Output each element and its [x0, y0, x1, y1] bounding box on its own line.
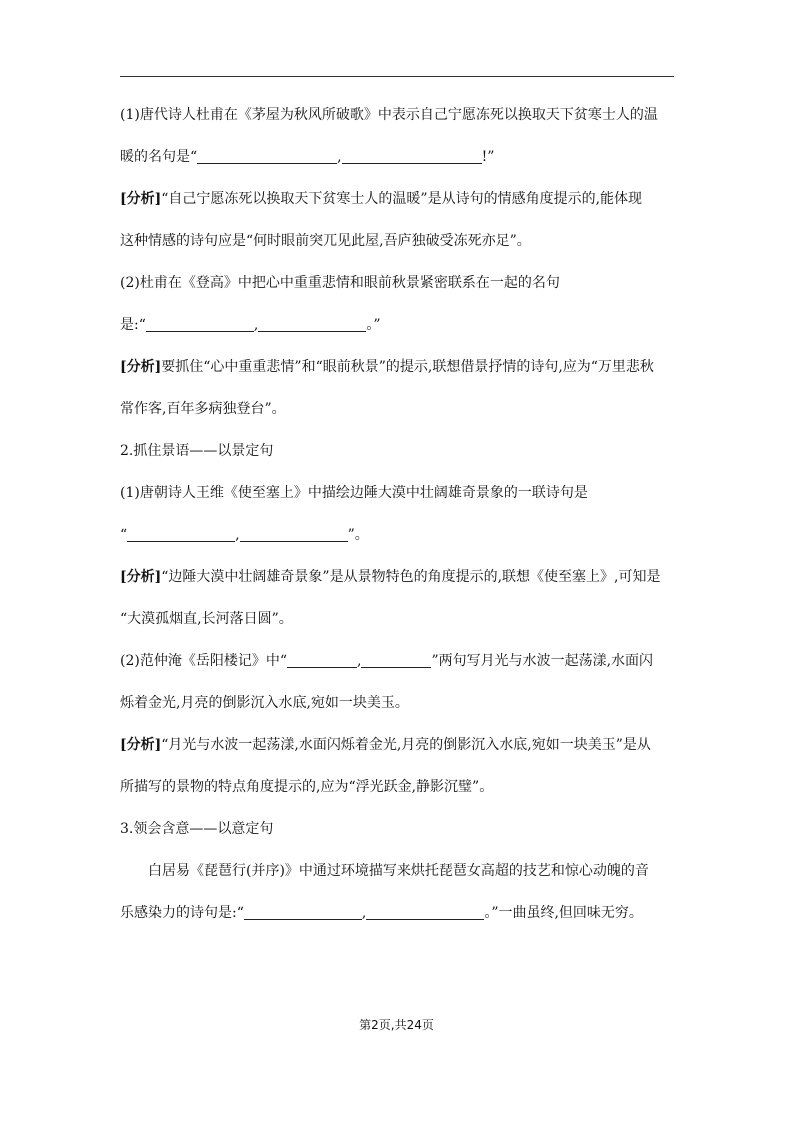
question-2-1: (1)唐朝诗人王维《使至塞上》中描绘边陲大漠中壮阔雄奇景象的一联诗句是 — [120, 485, 588, 501]
answer-blank[interactable] — [240, 527, 348, 542]
analysis-1-cont: 这种情感的诗句应是“何时眼前突兀见此屋,吾庐独破受冻死亦足”。 — [120, 233, 531, 249]
page-number: 第2页,共24页 — [359, 1018, 434, 1032]
question-3-answer-line: 乐感染力的诗句是:“ , 。”一曲虽终,但回味无穷。 — [120, 905, 643, 921]
section-heading-2: 2.抓住景语——以景定句 — [120, 443, 274, 459]
analysis-3: [分析]“边陲大漠中壮阔雄奇景象”是从景物特色的角度提示的,联想《使至塞上》,可知是 — [120, 569, 661, 585]
question-1-2-answer-line: 是:“ , 。” — [120, 317, 381, 333]
answer-blank[interactable] — [342, 149, 482, 164]
question-1-2: (2)杜甫在《登高》中把心中重重悲情和眼前秋景紧密联系在一起的名句 — [120, 275, 560, 291]
answer-blank[interactable] — [127, 527, 235, 542]
answer-blank[interactable] — [258, 317, 366, 332]
section-heading-3: 3.领会含意——以意定句 — [120, 821, 274, 837]
analysis-2: [分析]要抓住“心中重重悲情”和“眼前秋景”的提示,联想借景抒情的诗句,应为“万里悲秋 — [120, 359, 654, 375]
answer-blank[interactable] — [361, 653, 431, 668]
answer-blank[interactable] — [197, 149, 337, 164]
analysis-4: [分析]“月光与水波一起荡漾,水面闪烁着金光,月亮的倒影沉入水底,宛如一块美玉”是从 — [120, 737, 651, 753]
analysis-3-cont: “大漠孤烟直,长河落日圆”。 — [120, 611, 293, 627]
answer-blank[interactable] — [244, 905, 362, 920]
answer-blank[interactable] — [366, 905, 484, 920]
question-2-1-answer-line: “ , ”。 — [120, 527, 369, 543]
question-2-2: (2)范仲淹《岳阳楼记》中“ , ”两句写月光与水波一起荡漾,水面闪 — [120, 653, 654, 669]
analysis-1: [分析]“自己宁愿冻死以换取天下贫寒士人的温暖”是从诗句的情感角度提示的,能体现 — [120, 191, 643, 207]
answer-blank[interactable] — [287, 653, 357, 668]
question-1-1-answer-line: 暖的名句是“ , !” — [120, 149, 495, 165]
question-3: 白居易《琵琶行(并序)》中通过环境描写来烘托琵琶女高超的技艺和惊心动魄的音 — [148, 863, 649, 879]
question-1-1: (1)唐代诗人杜甫在《茅屋为秋风所破歌》中表示自己宁愿冻死以换取天下贫寒士人的温 — [120, 107, 658, 123]
answer-blank[interactable] — [146, 317, 254, 332]
analysis-4-cont: 所描写的景物的特点角度提示的,应为“浮光跃金,静影沉璧”。 — [120, 779, 494, 795]
header-rule — [120, 76, 674, 77]
question-2-2-cont: 烁着金光,月亮的倒影沉入水底,宛如一块美玉。 — [120, 695, 409, 711]
analysis-2-cont: 常作客,百年多病独登台”。 — [120, 401, 286, 417]
